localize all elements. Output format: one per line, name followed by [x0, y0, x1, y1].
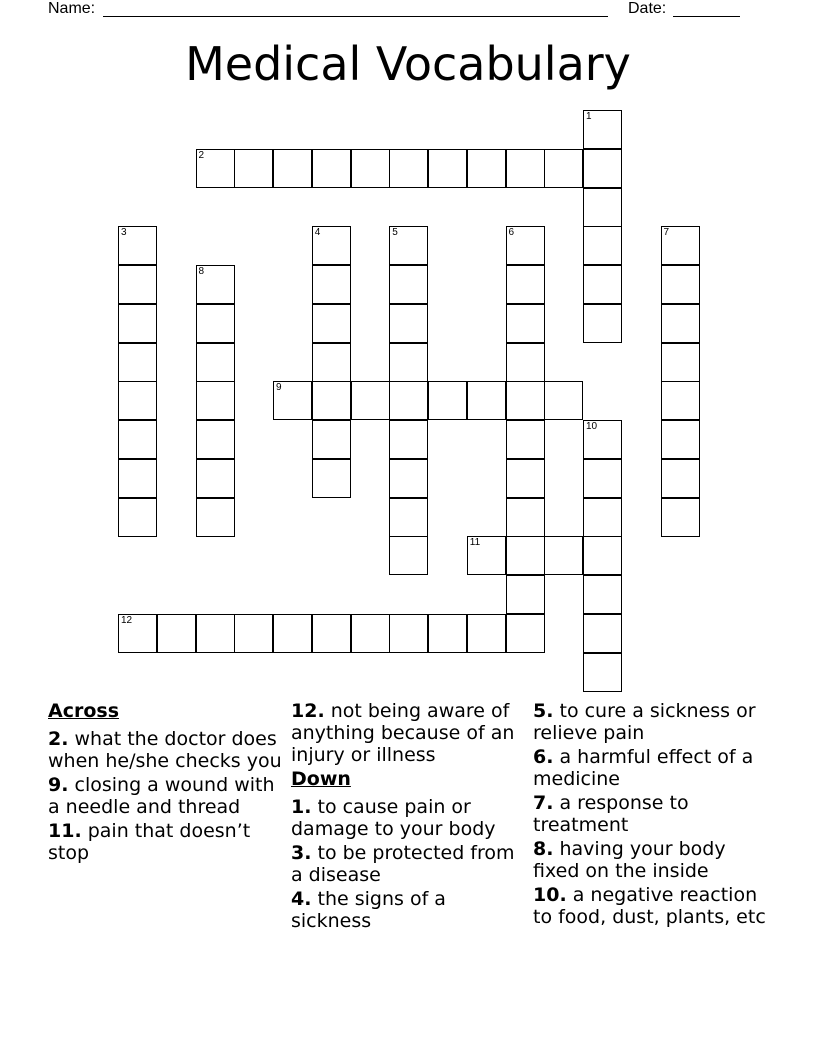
- clue-text: what the doctor does when he/she checks you: [48, 728, 282, 772]
- crossword-cell[interactable]: [467, 536, 506, 575]
- crossword-cell[interactable]: [583, 110, 622, 149]
- crossword-cell[interactable]: [583, 304, 622, 343]
- crossword-cell[interactable]: [118, 226, 157, 265]
- clue-number: 9.: [48, 774, 69, 796]
- crossword-cell[interactable]: [118, 498, 157, 537]
- clue-text: to cure a sickness or relieve pain: [533, 700, 756, 744]
- clue-down-4: [291, 888, 527, 932]
- crossword-cell[interactable]: [312, 343, 351, 382]
- crossword-cell[interactable]: [506, 226, 545, 265]
- crossword-cell[interactable]: [196, 420, 235, 459]
- crossword-cell[interactable]: [118, 304, 157, 343]
- clue-number: 5.: [533, 700, 554, 722]
- crossword-cell[interactable]: [312, 304, 351, 343]
- crossword-cell[interactable]: [583, 575, 622, 614]
- clues-column-3: [533, 700, 769, 930]
- crossword-cell[interactable]: [467, 149, 506, 188]
- crossword-cell[interactable]: [234, 149, 273, 188]
- crossword-cell[interactable]: [196, 459, 235, 498]
- crossword-cell[interactable]: [506, 614, 545, 653]
- crossword-cell[interactable]: [428, 381, 467, 420]
- crossword-cell[interactable]: [118, 381, 157, 420]
- crossword-cell[interactable]: [118, 459, 157, 498]
- crossword-cell[interactable]: [661, 381, 700, 420]
- crossword-cell[interactable]: [661, 304, 700, 343]
- crossword-cell[interactable]: [661, 459, 700, 498]
- crossword-cell[interactable]: [273, 381, 312, 420]
- clue-text: a negative reaction to food, dust, plants, etc: [533, 884, 766, 928]
- cell-number: 10: [586, 421, 598, 432]
- clue-number: 1.: [291, 796, 312, 818]
- crossword-cell[interactable]: [583, 536, 622, 575]
- crossword-cell[interactable]: [312, 149, 351, 188]
- crossword-cell[interactable]: [389, 498, 428, 537]
- clue-down-7: [533, 792, 769, 836]
- crossword-cell[interactable]: [583, 459, 622, 498]
- crossword-cell[interactable]: [428, 149, 467, 188]
- crossword-cell[interactable]: [506, 420, 545, 459]
- crossword-cell[interactable]: [506, 265, 545, 304]
- crossword-cell[interactable]: [583, 498, 622, 537]
- cell-number: 5: [392, 227, 398, 239]
- crossword-cell[interactable]: [118, 420, 157, 459]
- clue-number: 10.: [533, 884, 567, 906]
- crossword-cell[interactable]: [389, 420, 428, 459]
- crossword-cell[interactable]: [467, 614, 506, 653]
- cell-number: 12: [121, 614, 133, 626]
- crossword-cell[interactable]: [661, 343, 700, 382]
- crossword-cell[interactable]: [389, 459, 428, 498]
- crossword-cell[interactable]: [544, 149, 583, 188]
- crossword-cell[interactable]: [661, 265, 700, 304]
- crossword-cell[interactable]: [506, 304, 545, 343]
- crossword-cell[interactable]: [157, 614, 196, 653]
- crossword-cell[interactable]: [312, 381, 351, 420]
- clue-number: 7.: [533, 792, 554, 814]
- crossword-cell[interactable]: [506, 343, 545, 382]
- cell-number: 7: [663, 227, 670, 239]
- crossword-cell[interactable]: [351, 614, 390, 653]
- clue-number: 12.: [291, 700, 325, 722]
- crossword-cell[interactable]: [583, 226, 622, 265]
- crossword-cell[interactable]: [506, 381, 545, 420]
- clue-text: to cause pain or damage to your body: [291, 796, 496, 840]
- clue-down-6: [533, 746, 769, 790]
- crossword-cell[interactable]: [196, 498, 235, 537]
- crossword-cell[interactable]: [351, 381, 390, 420]
- crossword-cell[interactable]: [389, 343, 428, 382]
- clue-across-9: [48, 774, 284, 818]
- clue-number: 11.: [48, 820, 82, 842]
- crossword-cell[interactable]: [506, 575, 545, 614]
- crossword-cell[interactable]: [661, 420, 700, 459]
- crossword-cell[interactable]: [118, 265, 157, 304]
- crossword-cell[interactable]: [467, 381, 506, 420]
- crossword-cell[interactable]: [234, 614, 273, 653]
- clues-section: [0, 700, 816, 1040]
- crossword-cell[interactable]: [389, 614, 428, 653]
- clue-text: not being aware of anything because of an injury or illness: [291, 700, 515, 766]
- crossword-cell[interactable]: [196, 149, 235, 188]
- down-heading: Down: [291, 768, 351, 790]
- page-title: Medical Vocabulary: [185, 37, 631, 91]
- crossword-cell[interactable]: [196, 265, 235, 304]
- crossword-cell[interactable]: [428, 614, 467, 653]
- crossword-cell[interactable]: [273, 149, 312, 188]
- clue-number: 8.: [533, 838, 554, 860]
- crossword-cell[interactable]: [506, 498, 545, 537]
- crossword-cell[interactable]: [389, 381, 428, 420]
- crossword-cell[interactable]: [506, 459, 545, 498]
- clue-down-3: [291, 842, 527, 886]
- crossword-cell[interactable]: [312, 265, 351, 304]
- crossword-cell[interactable]: [583, 265, 622, 304]
- crossword-cell[interactable]: [661, 498, 700, 537]
- crossword-cell[interactable]: [312, 459, 351, 498]
- crossword-cell[interactable]: [544, 381, 583, 420]
- crossword-cell[interactable]: [389, 304, 428, 343]
- clue-number: 4.: [291, 888, 312, 910]
- clues-column-1: [48, 700, 284, 866]
- cell-number: 4: [314, 227, 321, 239]
- cell-number: 8: [198, 266, 205, 277]
- crossword-cell[interactable]: [196, 304, 235, 343]
- crossword-cell[interactable]: [389, 265, 428, 304]
- cell-number: 6: [508, 227, 515, 239]
- clue-down-8: [533, 838, 769, 882]
- crossword-cell[interactable]: [583, 420, 622, 459]
- crossword-cell[interactable]: [273, 614, 312, 653]
- clue-text: to be protected from a disease: [291, 842, 515, 886]
- crossword-cell[interactable]: [506, 149, 545, 188]
- clue-number: 2.: [48, 728, 69, 750]
- crossword-cell[interactable]: [583, 614, 622, 653]
- clues-column-2: [291, 700, 527, 934]
- cell-number: 11: [469, 537, 481, 549]
- crossword-cell[interactable]: [312, 614, 351, 653]
- crossword-cell[interactable]: [312, 420, 351, 459]
- crossword-cell[interactable]: [583, 653, 622, 692]
- cell-number: 3: [121, 227, 127, 239]
- crossword-cell[interactable]: [196, 381, 235, 420]
- crossword-cell[interactable]: [196, 614, 235, 653]
- clue-across-12: [291, 700, 527, 766]
- cell-number: 9: [276, 382, 282, 394]
- crossword-cell[interactable]: [389, 226, 428, 265]
- clue-across-11: [48, 820, 284, 864]
- crossword-cell[interactable]: [118, 343, 157, 382]
- across-heading: Across: [48, 700, 120, 722]
- crossword-cell[interactable]: [389, 149, 428, 188]
- clue-number: 3.: [291, 842, 312, 864]
- crossword-cell[interactable]: [389, 536, 428, 575]
- crossword-cell[interactable]: [196, 343, 235, 382]
- cell-number: 2: [198, 149, 205, 161]
- clue-text: closing a wound with a needle and thread: [48, 774, 275, 818]
- date-label: Date:: [628, 0, 667, 17]
- cell-number: 1: [586, 111, 592, 122]
- clue-text: a response to treatment: [533, 792, 689, 836]
- clue-text: the signs of a sickness: [291, 888, 446, 932]
- clue-text: pain that doesn’t stop: [48, 820, 251, 864]
- crossword-cell[interactable]: [351, 149, 390, 188]
- crossword-cell[interactable]: [583, 188, 622, 227]
- crossword-cell[interactable]: [661, 226, 700, 265]
- clue-across-2: [48, 728, 284, 772]
- crossword-cell[interactable]: [544, 536, 583, 575]
- crossword-cell[interactable]: [312, 226, 351, 265]
- name-label: Name:: [48, 0, 96, 17]
- crossword-cell[interactable]: [118, 614, 157, 653]
- clue-text: having your body fixed on the inside: [533, 838, 726, 882]
- crossword-cell[interactable]: [506, 536, 545, 575]
- clue-number: 6.: [533, 746, 554, 768]
- clue-down-10: [533, 884, 769, 928]
- clue-text: a harmful effect of a medicine: [533, 746, 754, 790]
- clue-down-5: [533, 700, 769, 744]
- crossword-cell[interactable]: [583, 149, 622, 188]
- clue-down-1: [291, 796, 527, 840]
